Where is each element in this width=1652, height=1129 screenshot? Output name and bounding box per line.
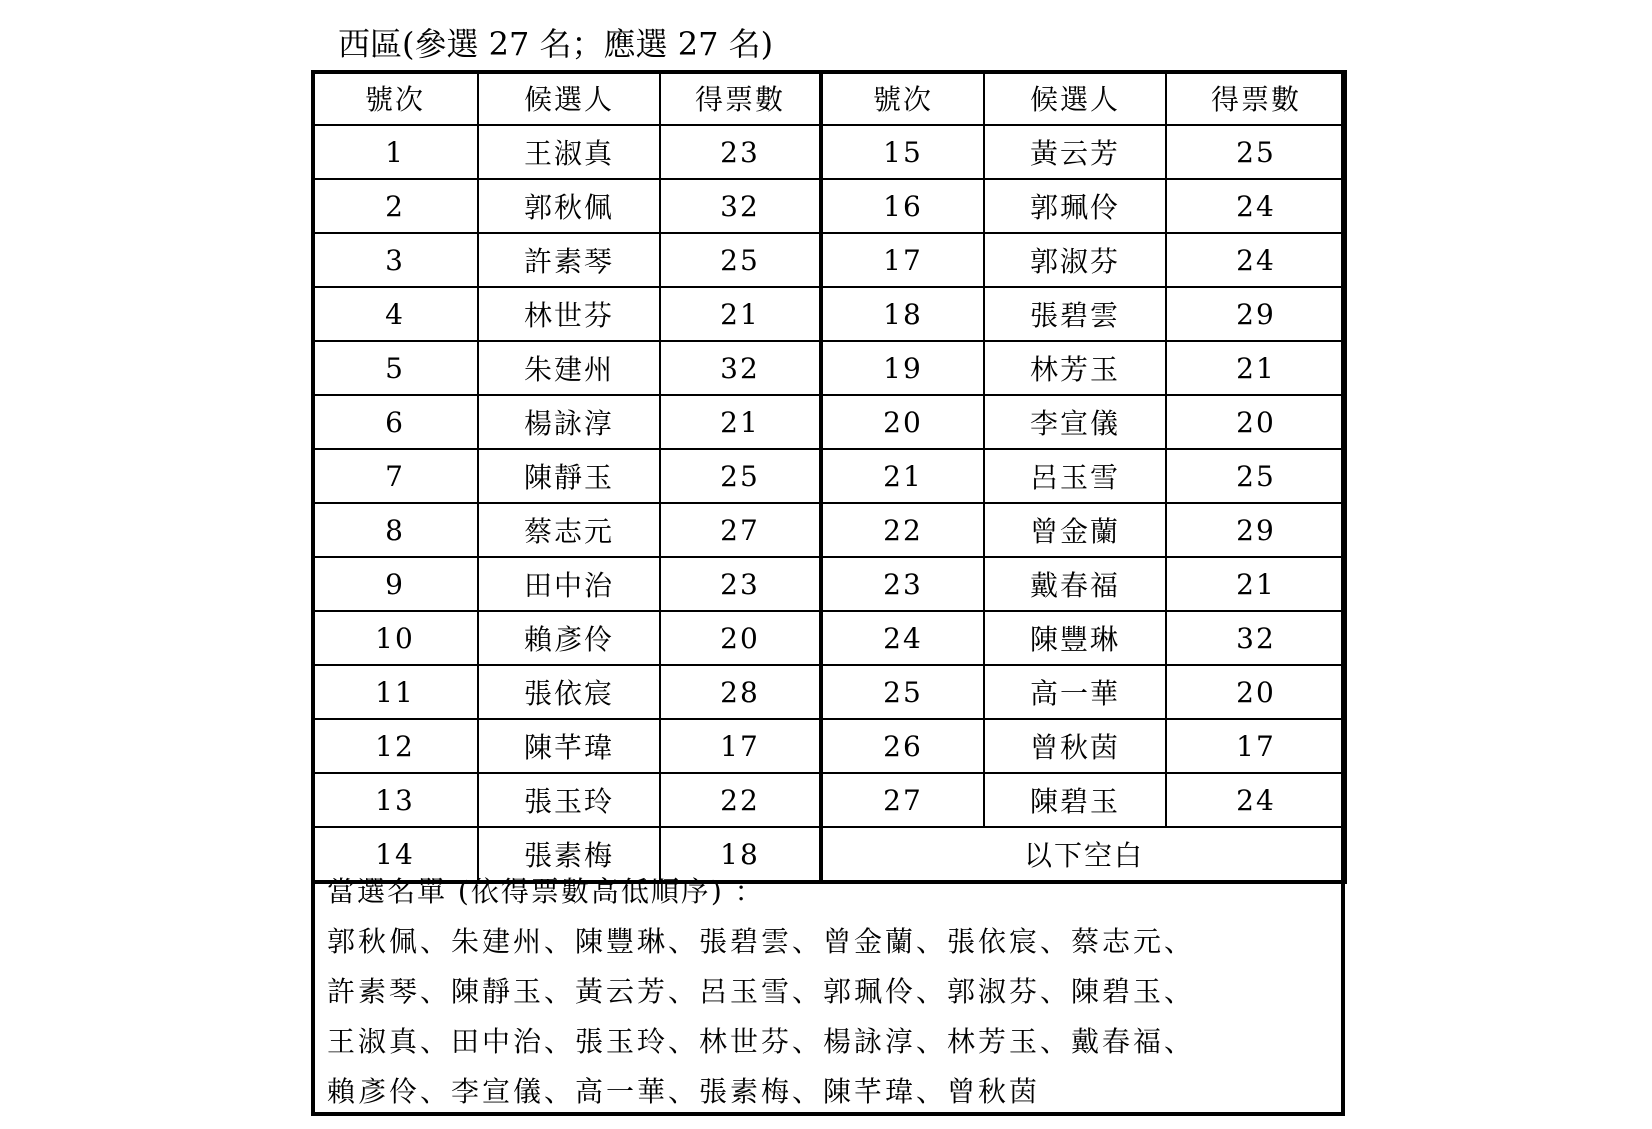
candidate-votes: 32 xyxy=(1166,611,1346,665)
candidate-number: 1 xyxy=(312,125,478,179)
candidate-number: 13 xyxy=(312,773,478,827)
candidate-number: 17 xyxy=(821,233,984,287)
candidate-votes: 20 xyxy=(1166,395,1346,449)
candidate-number: 14 xyxy=(312,827,478,882)
candidate-votes: 21 xyxy=(1166,341,1346,395)
candidate-name: 戴春福 xyxy=(984,557,1166,611)
candidate-votes: 27 xyxy=(660,503,821,557)
candidate-votes: 22 xyxy=(660,773,821,827)
candidate-number: 25 xyxy=(821,665,984,719)
candidate-votes: 24 xyxy=(1166,179,1346,233)
candidate-name: 楊詠淳 xyxy=(478,395,660,449)
candidate-number: 18 xyxy=(821,287,984,341)
candidate-votes: 17 xyxy=(660,719,821,773)
header-number-right: 號次 xyxy=(821,71,984,125)
candidate-number: 7 xyxy=(312,449,478,503)
candidate-name: 張碧雲 xyxy=(984,287,1166,341)
winners-line: 王淑真、田中治、張玉玲、林世芬、楊詠淳、林芳玉、戴春福、 xyxy=(327,1025,1196,1058)
candidate-number: 15 xyxy=(821,125,984,179)
header-candidate-right: 候選人 xyxy=(984,71,1166,125)
candidate-name: 郭秋佩 xyxy=(478,179,660,233)
candidate-number: 21 xyxy=(821,449,984,503)
candidate-name: 張依宸 xyxy=(478,665,660,719)
candidate-name: 賴彥伶 xyxy=(478,611,660,665)
candidate-number: 16 xyxy=(821,179,984,233)
candidate-votes: 18 xyxy=(660,827,821,882)
candidate-votes: 24 xyxy=(1166,233,1346,287)
candidate-number: 27 xyxy=(821,773,984,827)
candidate-votes: 23 xyxy=(660,125,821,179)
header-votes-left: 得票數 xyxy=(660,71,821,125)
candidate-name: 陳靜玉 xyxy=(478,449,660,503)
candidate-votes: 29 xyxy=(1166,503,1346,557)
candidate-votes: 17 xyxy=(1166,719,1346,773)
candidate-name: 許素琴 xyxy=(478,233,660,287)
candidate-number: 22 xyxy=(821,503,984,557)
winners-line: 賴彥伶、李宣儀、高一華、張素梅、陳芊瑋、曾秋茵 xyxy=(327,1075,1041,1108)
candidate-number: 11 xyxy=(312,665,478,719)
candidate-name: 曾秋茵 xyxy=(984,719,1166,773)
candidate-votes: 21 xyxy=(1166,557,1346,611)
candidate-name: 郭珮伶 xyxy=(984,179,1166,233)
candidate-name: 呂玉雪 xyxy=(984,449,1166,503)
candidate-number: 9 xyxy=(312,557,478,611)
candidate-votes: 29 xyxy=(1166,287,1346,341)
candidate-number: 8 xyxy=(312,503,478,557)
candidate-number: 5 xyxy=(312,341,478,395)
outer-frame xyxy=(311,70,1345,1116)
candidate-name: 蔡志元 xyxy=(478,503,660,557)
candidate-name: 林芳玉 xyxy=(984,341,1166,395)
candidate-number: 24 xyxy=(821,611,984,665)
candidate-number: 10 xyxy=(312,611,478,665)
candidate-name: 陳碧玉 xyxy=(984,773,1166,827)
candidate-votes: 20 xyxy=(660,611,821,665)
candidate-number: 26 xyxy=(821,719,984,773)
candidate-number: 6 xyxy=(312,395,478,449)
candidate-votes: 28 xyxy=(660,665,821,719)
candidate-name: 黃云芳 xyxy=(984,125,1166,179)
header-number-left: 號次 xyxy=(312,71,478,125)
page-title: 西區(參選 27 名；應選 27 名) xyxy=(338,25,774,63)
candidate-name: 林世芬 xyxy=(478,287,660,341)
candidate-number: 2 xyxy=(312,179,478,233)
candidate-votes: 25 xyxy=(660,449,821,503)
header-candidate-left: 候選人 xyxy=(478,71,660,125)
candidate-votes: 21 xyxy=(660,287,821,341)
winners-heading: 當選名單 (依得票數高低順序) ： xyxy=(327,875,765,908)
candidate-number: 23 xyxy=(821,557,984,611)
candidate-votes: 25 xyxy=(1166,449,1346,503)
candidate-number: 4 xyxy=(312,287,478,341)
candidate-name: 陳豐琳 xyxy=(984,611,1166,665)
candidate-name: 張玉玲 xyxy=(478,773,660,827)
candidate-number: 20 xyxy=(821,395,984,449)
candidate-name: 李宣儀 xyxy=(984,395,1166,449)
candidate-votes: 20 xyxy=(1166,665,1346,719)
candidate-votes: 21 xyxy=(660,395,821,449)
candidate-votes: 32 xyxy=(660,341,821,395)
candidate-votes: 32 xyxy=(660,179,821,233)
candidate-number: 3 xyxy=(312,233,478,287)
candidate-votes: 23 xyxy=(660,557,821,611)
candidate-number: 12 xyxy=(312,719,478,773)
candidate-name: 高一華 xyxy=(984,665,1166,719)
candidate-name: 陳芊瑋 xyxy=(478,719,660,773)
candidate-name: 張素梅 xyxy=(478,827,660,882)
candidate-name: 田中治 xyxy=(478,557,660,611)
candidate-name: 曾金蘭 xyxy=(984,503,1166,557)
candidate-name: 郭淑芬 xyxy=(984,233,1166,287)
candidate-votes: 25 xyxy=(660,233,821,287)
candidate-name: 王淑真 xyxy=(478,125,660,179)
candidate-name: 朱建州 xyxy=(478,341,660,395)
candidate-number: 19 xyxy=(821,341,984,395)
winners-line: 許素琴、陳靜玉、黃云芳、呂玉雪、郭珮伶、郭淑芬、陳碧玉、 xyxy=(327,975,1196,1008)
candidate-votes: 25 xyxy=(1166,125,1346,179)
candidate-votes: 24 xyxy=(1166,773,1346,827)
blank-note: 以下空白 xyxy=(821,827,1346,882)
header-votes-right: 得票數 xyxy=(1166,71,1346,125)
winners-line: 郭秋佩、朱建州、陳豐琳、張碧雲、曾金蘭、張依宸、蔡志元、 xyxy=(327,925,1196,958)
